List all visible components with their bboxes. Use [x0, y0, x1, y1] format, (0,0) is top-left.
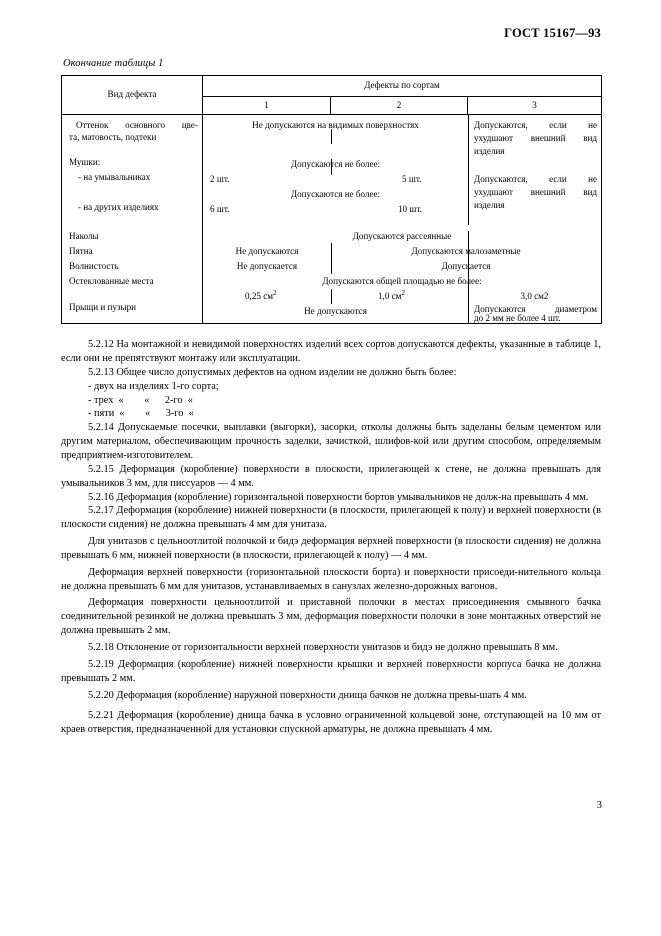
value-shade-grade3-line3: изделия — [474, 146, 505, 157]
label-shade-line2: та, матовость, подтеки — [69, 132, 157, 143]
label-punctures: Наколы — [69, 231, 99, 242]
value-glazed-grade1: 0,25 $см^2$ — [245, 289, 277, 302]
header-kind-column: Вид дефекта — [62, 76, 203, 115]
value-waviness-grades23: Допускается — [441, 261, 491, 272]
defects-table — [61, 75, 602, 324]
paragraph-5-2-20: 5.2.20 Деформация (коробление) наружной поверхности днища бачков не должна превы-шать 4 мм. — [88, 689, 527, 701]
label-specks-other: - на других изделиях — [78, 202, 159, 213]
rule-grade3-upper — [468, 115, 469, 225]
defect-kind-column — [62, 115, 203, 324]
table-body-row — [62, 115, 602, 324]
value-specks-grade3-line1: Допускаются, если не — [474, 174, 597, 185]
paragraph-shelf: Деформация поверхности цельноотлитой и приставной полочки в местах присоединения смывного бачка соединительной резинкой не должна превышать 3 мм, деформация поверхности полочки в зоне монтажных отверстий не должна превышать 2 мм. — [61, 597, 601, 637]
value-specks-washbasins-grade2: 5 шт. — [402, 174, 422, 185]
label-pimples-bubbles: Прыщи и пузыри — [69, 302, 137, 313]
value-glazed-grade3: 3,0 см2 — [520, 291, 549, 302]
paragraph-5-2-19: 5.2.19 Деформация (коробление) нижней поверхности крышки и верхней поверхности корпуса бачка не должна превышать 2 мм. — [61, 658, 601, 684]
standard-number-header: ГОСТ 15167—93 — [504, 26, 601, 40]
value-glazed-grade2: 1,0 $см^2$ — [378, 289, 405, 302]
paragraph-5-2-13: 5.2.13 Общее число допустимых дефектов на одном изделии не должно быть более: — [88, 366, 457, 378]
value-specks-grade3-line2: ухудшают внешний вид — [474, 187, 597, 198]
page-number: 3 — [596, 800, 602, 811]
value-spots-grade1: Не допускаются — [235, 246, 299, 257]
label-waviness: Волнистость — [69, 261, 119, 272]
header-grades-group: Дефекты по сортам — [203, 76, 602, 97]
value-shade-grade3-line2: ухудшают внешний вид — [474, 133, 597, 144]
rule-grade2-glazed — [331, 289, 332, 304]
header-grade-2: 2 — [331, 96, 468, 115]
value-spots-grades23: Допускаются малозаметные — [411, 246, 521, 257]
paragraph-5-2-17: 5.2.17 Деформация (коробление) нижней поверхности (в плоскости, прилегающей к полу) и верхней поверхности (в плоскости сидения) не должна превышать 4 мм для унитаза. — [61, 505, 601, 531]
value-specks-other-grade2: 10 шт. — [398, 204, 422, 215]
list-item-grade-3: - пяти « « 3-го « — [88, 408, 194, 420]
value-specks-washbasins-caption: Допускаются не более: — [290, 159, 381, 170]
value-punctures-all: Допускаются рассеянные — [352, 231, 452, 242]
paragraph-5-2-15: 5.2.15 Деформация (коробление) поверхности в плоскости, прилегающей к стене, не должна превышать для умывальников 3 мм, для писсуаров — 4 мм. — [61, 463, 601, 489]
paragraph-upper-surface: Деформация верхней поверхности (горизонтальной плоскости борта) и поверхности присоеди-нительного кольца не должна превышать 6 мм для унитазов, устанавливаемых в санузлах железно-дорожных вагонов. — [61, 566, 601, 592]
value-shade-grade3-line1: Допускаются, если не — [474, 120, 597, 131]
table-caption: Окончание таблицы 1 — [63, 58, 164, 69]
label-spots: Пятна — [69, 246, 93, 257]
header-grade-1: 1 — [203, 96, 331, 115]
label-shade-line1: Оттенок основного цве- — [76, 120, 198, 131]
value-specks-grade3-line3: изделия — [474, 200, 505, 211]
list-item-grade-1: - двух на изделиях 1-го сорта; — [88, 380, 219, 392]
value-waviness-grade1: Не допускается — [236, 261, 298, 272]
paragraph-5-2-14: 5.2.14 Допускаемые посечки, выплавки (выгорки), засорки, отколы должны быть заделаны белым цементом или другим материалом, обеспечивающим прочность заделки, зачисткой, шлифов-кой или другим способом, определяемым предприятием-изготовителем. — [61, 422, 601, 461]
value-specks-other-caption: Допускаются не более: — [290, 189, 381, 200]
paragraph-toilets-bidet: Для унитазов с цельноотлитой полочкой и бидэ деформация верхней поверхности (в плоскости сидения) не должна превышать 6 мм, нижней поверхности (в плоскости, прилегающей к полу) — 4 мм. — [61, 536, 601, 561]
value-glazed-grade1-sup: 2 — [272, 289, 277, 298]
list-item-grade-2: - трех « « 2-го « — [88, 394, 193, 406]
header-grade-3: 3 — [468, 96, 602, 115]
label-specks: Мушки: — [69, 157, 101, 168]
paragraph-5-2-12: 5.2.12 На монтажной и невидимой поверхностях изделий всех сортов допускаются дефекты, указанные в таблице 1, если они не препятствуют монтажу или эксплуатации. — [61, 339, 601, 365]
table-header-row — [62, 76, 602, 97]
body-text — [61, 338, 601, 737]
value-pimples-grade3-line2: до 2 мм не более 4 шт. — [474, 313, 561, 324]
value-glazed-grade2-sup: 2 — [401, 289, 405, 298]
label-specks-washbasins: - на умывальниках — [78, 172, 151, 183]
value-glazed-caption: Допускаются общей площадью не более: — [322, 276, 482, 287]
value-specks-other-grade1: 6 шт. — [210, 204, 230, 215]
paragraph-5-2-21: 5.2.21 Деформация (коробление) днища бачка в условно ограниченной кольцевой зоне, отступающей на 10 мм от краев отверстия, предназначенной для установки спускной арматуры, не должна превышать 4 мм. — [61, 710, 601, 736]
defect-values-columns — [203, 115, 602, 324]
paragraph-5-2-18: 5.2.18 Отклонение от горизонтальности верхней поверхности унитазов и бидэ не должно превышать 8 мм. — [88, 641, 558, 653]
value-shade-grades12: Не допускаются на видимых поверхностях — [252, 120, 419, 131]
value-pimples-grade3-line1: Допускаются диаметром — [474, 304, 597, 315]
paragraph-5-2-16: 5.2.16 Деформация (коробление) горизонтальной поверхности бортов умывальников не долж-на превышать 4 мм. — [88, 491, 589, 503]
page-content — [61, 26, 601, 737]
value-pimples-grades12: Не допускаются — [304, 306, 367, 317]
value-specks-washbasins-grade1: 2 шт. — [210, 174, 230, 185]
label-glazed-areas: Остеклованные места — [69, 276, 154, 287]
